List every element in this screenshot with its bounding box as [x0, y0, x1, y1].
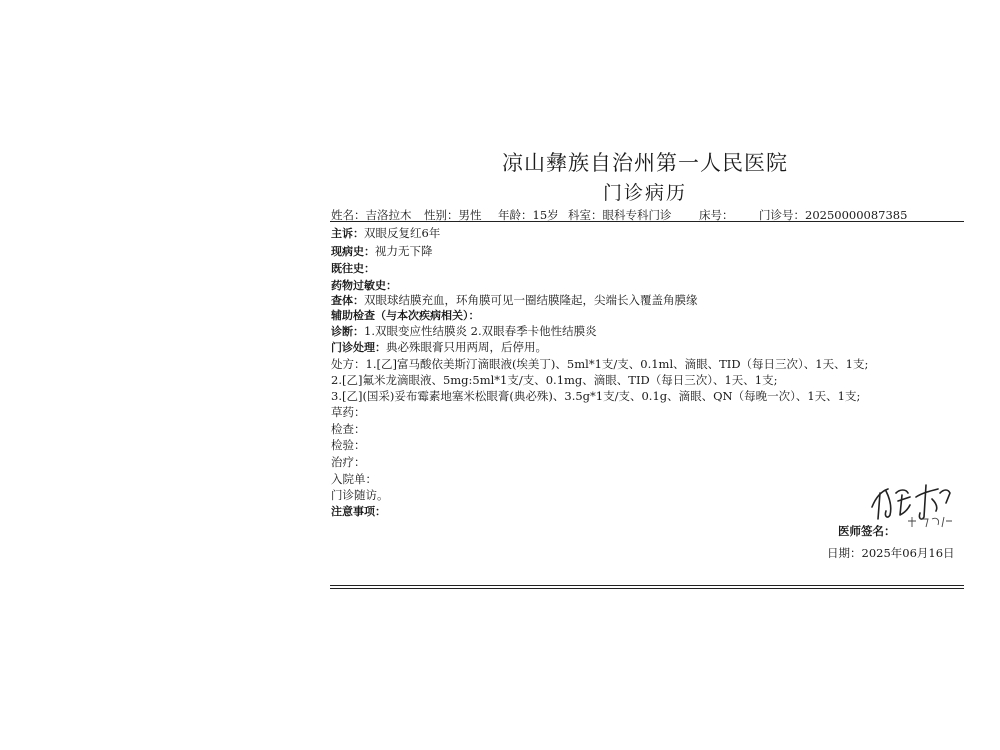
- prescription-line-2: 2.[乙]氟米龙滴眼液、5mg:5ml*1支/支、0.1mg、滴眼、TID（每日三次）、1天、1支;: [331, 373, 778, 387]
- notes-label: 注意事项：: [331, 505, 386, 518]
- diagnosis-text: 1.双眼变应性结膜炎 2.双眼春季卡他性结膜炎: [364, 324, 597, 338]
- outpatient-number: 门诊号：20250000087385: [759, 208, 908, 222]
- footer-divider: [330, 585, 964, 586]
- bed-number: 床号：: [699, 208, 734, 222]
- diagnosis-label: 诊断：: [331, 325, 364, 338]
- diagnosis-line: [331, 323, 597, 339]
- present-illness-text: 视力无下降: [375, 244, 433, 258]
- footer-divider-thin: [330, 588, 964, 589]
- treatment-label: 门诊处理：: [331, 341, 386, 354]
- allergy-line: [331, 277, 397, 293]
- present-illness-line: [331, 243, 433, 259]
- exam-label: 查体：: [331, 294, 364, 307]
- exam-line: [331, 292, 698, 308]
- herbal-line: 草药：: [331, 405, 366, 419]
- document-type-title: 门诊病历: [602, 182, 687, 204]
- department: 科室：眼科专科门诊: [568, 208, 672, 222]
- doctor-signature-label: 医师签名：: [838, 524, 896, 538]
- chief-complaint-text: 双眼反复红6年: [364, 226, 441, 240]
- hospital-name: 凉山彝族自治州第一人民医院: [502, 151, 788, 175]
- treatment-line: [331, 339, 547, 355]
- notes-line: [331, 503, 386, 519]
- patient-age: 年龄：15岁: [498, 208, 559, 222]
- prescription-line-3: 3.[乙](国采)妥布霉素地塞米松眼膏(典必殊)、3.5g*1支/支、0.1g、滴眼、QN（每晚一次）、1天、1支;: [331, 389, 861, 403]
- followup-line: 门诊随访。: [331, 488, 389, 502]
- therapy-line: 治疗：: [331, 455, 366, 469]
- present-illness-label: 现病史：: [331, 245, 375, 258]
- treatment-text: 典必殊眼膏只用两周，后停用。: [386, 340, 547, 354]
- admission-line: 入院单：: [331, 472, 377, 486]
- chief-complaint-label: 主诉：: [331, 227, 364, 240]
- prescription-line-1: 处方：1.[乙]富马酸依美斯汀滴眼液(埃美丁)、5ml*1支/支、0.1ml、滴眼、TID（每日三次）、1天、1支;: [331, 357, 869, 371]
- patient-name: 姓名：吉洛拉木: [331, 208, 412, 222]
- chief-complaint-line: [331, 225, 440, 241]
- past-history-line: [331, 260, 375, 276]
- allergy-label: 药物过敏史：: [331, 279, 397, 292]
- header-divider: [330, 221, 964, 222]
- lab-line: 检验：: [331, 438, 366, 452]
- patient-sex: 性别：男性: [424, 208, 482, 222]
- aux-exam-line: [331, 307, 480, 323]
- past-history-label: 既往史：: [331, 262, 375, 275]
- record-date: 日期：2025年06月16日: [827, 546, 955, 560]
- exam-text: 双眼球结膜充血，环角膜可见一圈结膜隆起，尖端长入覆盖角膜缘: [364, 293, 698, 307]
- check-line: 检查：: [331, 422, 366, 436]
- aux-exam-label: 辅助检查（与本次疾病相关）：: [331, 309, 480, 322]
